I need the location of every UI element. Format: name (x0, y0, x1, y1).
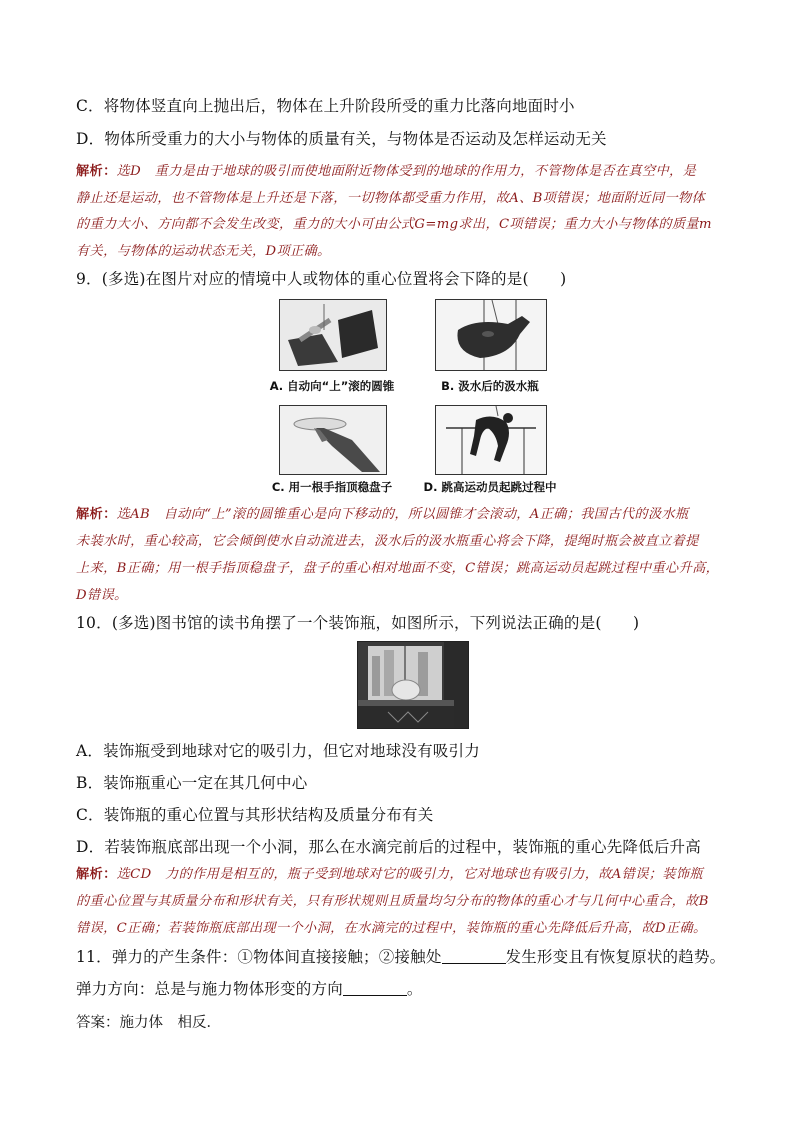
q10-stem: 10．(多选)图书馆的读书角摆了一个装饰瓶，如图所示，下列说法正确的是( ) (76, 614, 640, 632)
q9-explanation-text1: 选AB 自动向“上”滚的圆锥重心是向下移动的，所以圆锥才会滚动，A正确；我国古代的汲水瓶 (116, 507, 689, 522)
q8-explanation-line1 (76, 160, 696, 179)
q11-answer: 答案：施力体 相反． (76, 1015, 221, 1031)
figure-water-jar (435, 299, 547, 371)
figure-decorative-vase (357, 641, 469, 729)
q9-explanation-line1 (76, 503, 689, 522)
figure-high-jumper (435, 405, 547, 475)
figure-finger-plate (279, 405, 387, 475)
figure-rolling-cone (279, 299, 387, 371)
q9-explanation-line3: 上来，B正确；用一根手指顶稳盘子，盘子的重心相对地面不变，C错误；跳高运动员起跳过程中重心升高， (76, 561, 720, 576)
q11-line1-part2: 发生形变且有恢复原状的趋势。 (505, 948, 726, 966)
caption-a: A. 自动向“上”滚的圆锥 (269, 379, 395, 393)
q8-explanation-line2: 静止还是运动，也不管物体是上升还是下落，一切物体都受重力作用，故A、B项错误；地面附近同一物体 (76, 191, 706, 206)
q8-explanation-head: 解析： (76, 164, 117, 179)
q9-stem: 9．(多选)在图片对应的情境中人或物体的重心位置将会下降的是( ) (76, 270, 567, 288)
q10-explanation-line3: 错误，C正确；若装饰瓶底部出现一个小洞，在水滴完的过程中，装饰瓶的重心先降低后升高，故D正确。 (76, 921, 707, 936)
q11-line2-part1: 弹力方向：总是与施力物体形变的方向 (76, 980, 343, 998)
q11-line1 (76, 945, 725, 967)
q11-line2 (76, 977, 423, 999)
q10-option-d: D．若装饰瓶底部出现一个小洞，那么在水滴完前后的过程中，装饰瓶的重心先降低后升高 (76, 838, 701, 856)
q9-explanation-line2: 未装水时，重心较高，它会倾倒使水自动流进去，汲水后的汲水瓶重心将会下降，提绳时瓶会被直立着提 (76, 534, 699, 549)
q8-explanation-line3: 的重力大小、方向都不会发生改变，重力的大小可由公式G=mg求出，C项错误；重力大小与物体的质量m (76, 217, 712, 232)
q11-line1-part1: 11．弹力的产生条件：①物体间直接接触；②接触处 (76, 948, 442, 966)
q10-explanation-line2: 的重心位置与其质量分布和形状有关，只有形状规则且质量均匀分布的物体的重心才与几何中心重合，故B (76, 894, 709, 909)
q8-option-d: D．物体所受重力的大小与物体的质量有关，与物体是否运动及怎样运动无关 (76, 130, 607, 148)
q9-explanation-head: 解析： (76, 507, 117, 522)
caption-d: D. 跳高运动员起跳过程中 (423, 480, 557, 494)
q10-option-b: B．装饰瓶重心一定在其几何中心 (76, 774, 308, 792)
q11-blank-2[interactable] (343, 981, 407, 996)
q11-line2-part2: 。 (406, 980, 423, 998)
q10-option-c: C．装饰瓶的重心位置与其形状结构及质量分布有关 (76, 806, 434, 824)
q9-explanation-line4: D错误。 (76, 588, 128, 603)
q10-explanation-head: 解析： (76, 867, 117, 882)
q11-blank-1[interactable] (442, 949, 506, 964)
q10-option-a: A．装饰瓶受到地球对它的吸引力，但它对地球没有吸引力 (76, 742, 480, 760)
q10-explanation-text1: 选CD 力的作用是相互的，瓶子受到地球对它的吸引力，它对地球也有吸引力，故A错误；装饰瓶 (116, 867, 703, 882)
q10-explanation-line1 (76, 863, 703, 882)
q8-option-c: C．将物体竖直向上抛出后，物体在上升阶段所受的重力比落向地面时小 (76, 97, 575, 115)
caption-b: B. 汲水后的汲水瓶 (441, 379, 539, 393)
q8-explanation-text1: 选D 重力是由于地球的吸引而使地面附近物体受到的地球的作用力，不管物体是否在真空中，是 (116, 164, 697, 179)
q8-explanation-line4: 有关，与物体的运动状态无关，D项正确。 (76, 244, 331, 259)
caption-c: C. 用一根手指顶稳盘子 (271, 480, 393, 494)
